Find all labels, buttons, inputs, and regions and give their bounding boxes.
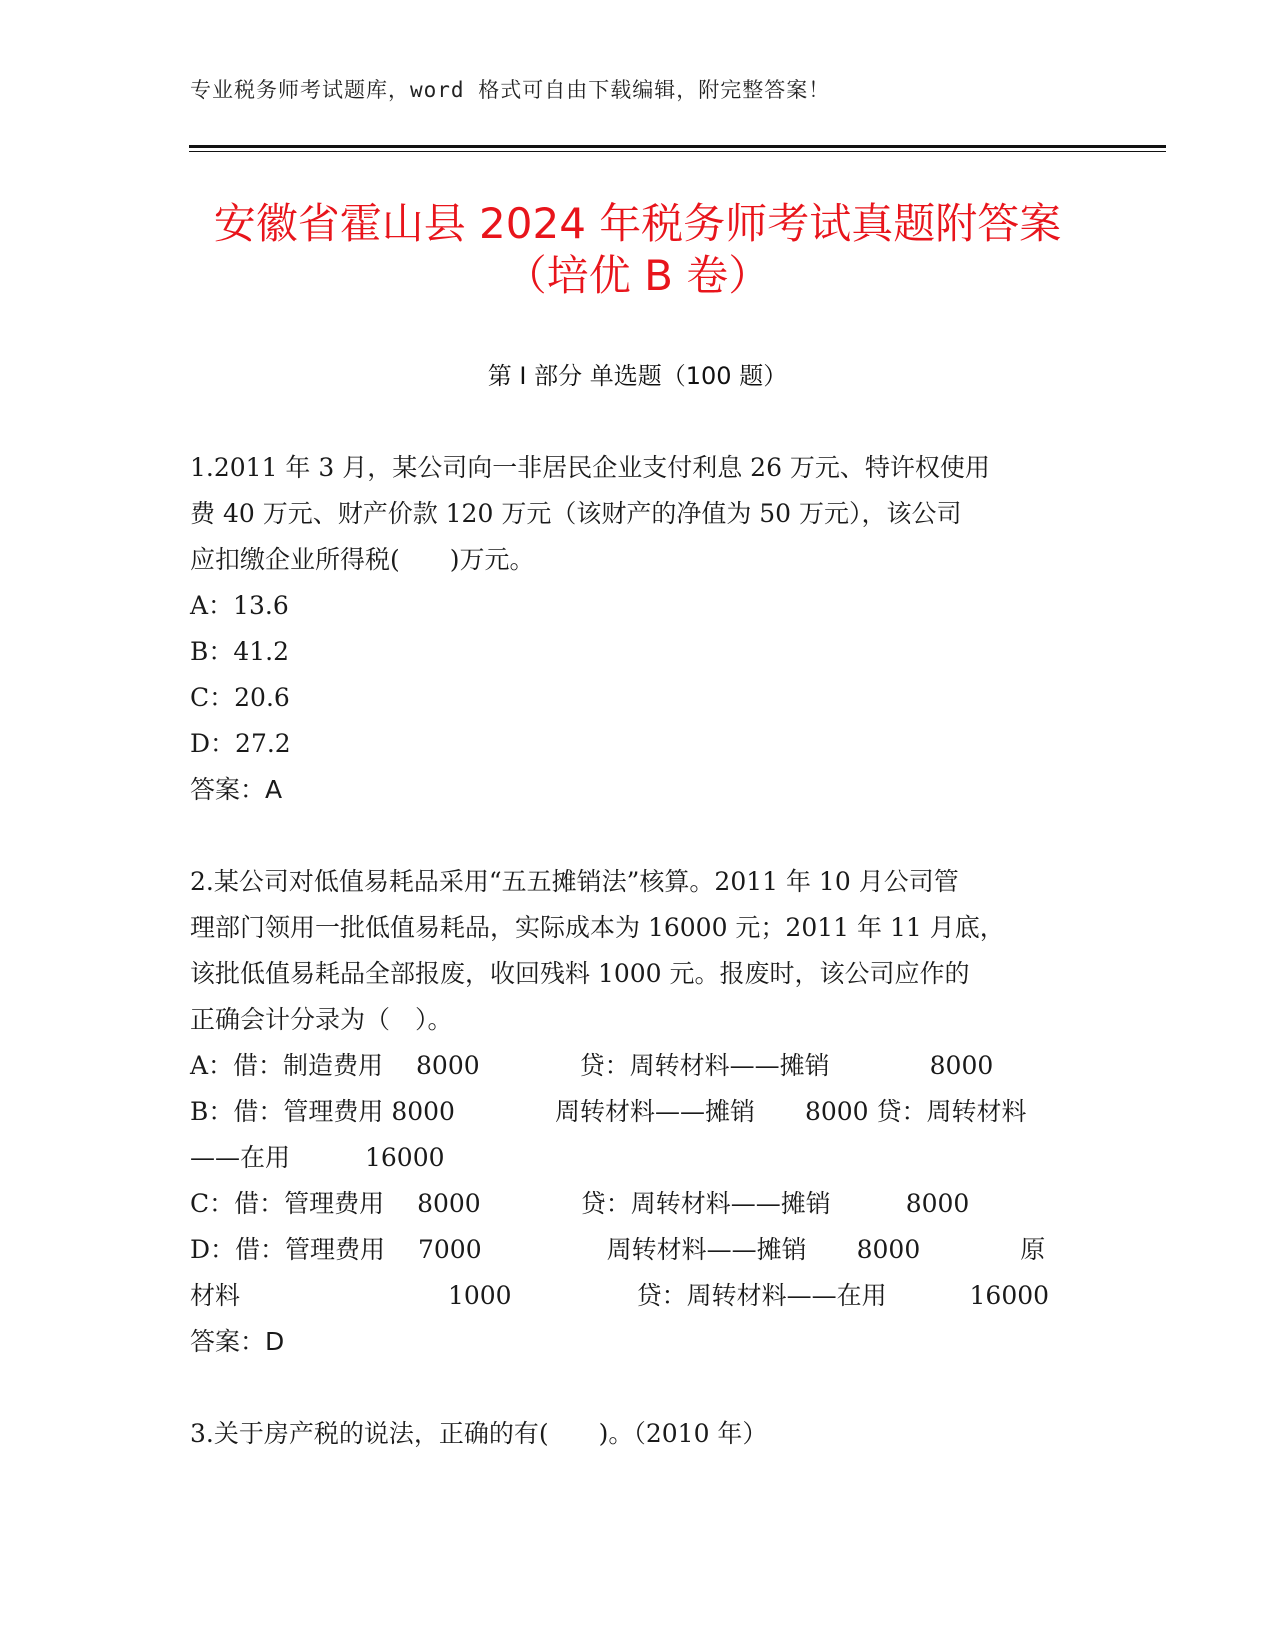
question-list xyxy=(190,445,1090,1503)
header-note: 专业税务师考试题库，word 格式可自由下载编辑，附完整答案！ xyxy=(190,78,831,102)
question-3 xyxy=(190,1411,1090,1457)
option-d: D：借：管理费用 7000 周转材料——摊销 8000 原 材料 1000 贷：周转材料——在用 16000 xyxy=(190,1235,1050,1310)
document-title xyxy=(150,198,1125,302)
title-line-2: （培优 B 卷） xyxy=(504,251,771,300)
header-rule-thin xyxy=(189,151,1166,152)
answer: 答案：A xyxy=(190,775,283,804)
option-d: D：27.2 xyxy=(190,729,291,758)
option-b: B：借：管理费用 8000 周转材料——摊销 8000 贷：周转材料 ——在用 16000 xyxy=(190,1097,1027,1172)
option-b: B：41.2 xyxy=(190,637,290,666)
question-stem: 2.某公司对低值易耗品采用“五五摊销法”核算。2011 年 10 月公司管 理部门领用一批低值易耗品，实际成本为 16000 元；2011 年 11 月底， 该批低值易耗品全部报废，收回残料 1000 元。报废时，该公司应作的 正确会计分录为（ ）。 xyxy=(190,867,1005,1034)
answer: 答案：D xyxy=(190,1327,285,1356)
question-stem: 3.关于房产税的说法，正确的有( )。（2010 年） xyxy=(190,1419,768,1448)
question-1 xyxy=(190,445,1090,813)
section-heading: 第 I 部分 单选题（100 题） xyxy=(487,362,788,390)
title-line-1: 安徽省霍山县 2024 年税务师考试真题附答案 xyxy=(213,199,1062,248)
option-c: C：20.6 xyxy=(190,683,290,712)
question-stem: 1.2011 年 3 月，某公司向一非居民企业支付利息 26 万元、特许权使用 费 40 万元、财产价款 120 万元（该财产的净值为 50 万元），该公司 应扣缴企业所得税( )万元。 xyxy=(190,453,990,574)
option-c: C：借：管理费用 8000 贷：周转材料——摊销 8000 xyxy=(190,1189,970,1218)
header-rule-thick xyxy=(189,145,1166,148)
question-2 xyxy=(190,859,1090,1365)
option-a: A：借：制造费用 8000 贷：周转材料——摊销 8000 xyxy=(190,1051,994,1080)
option-a: A：13.6 xyxy=(190,591,289,620)
